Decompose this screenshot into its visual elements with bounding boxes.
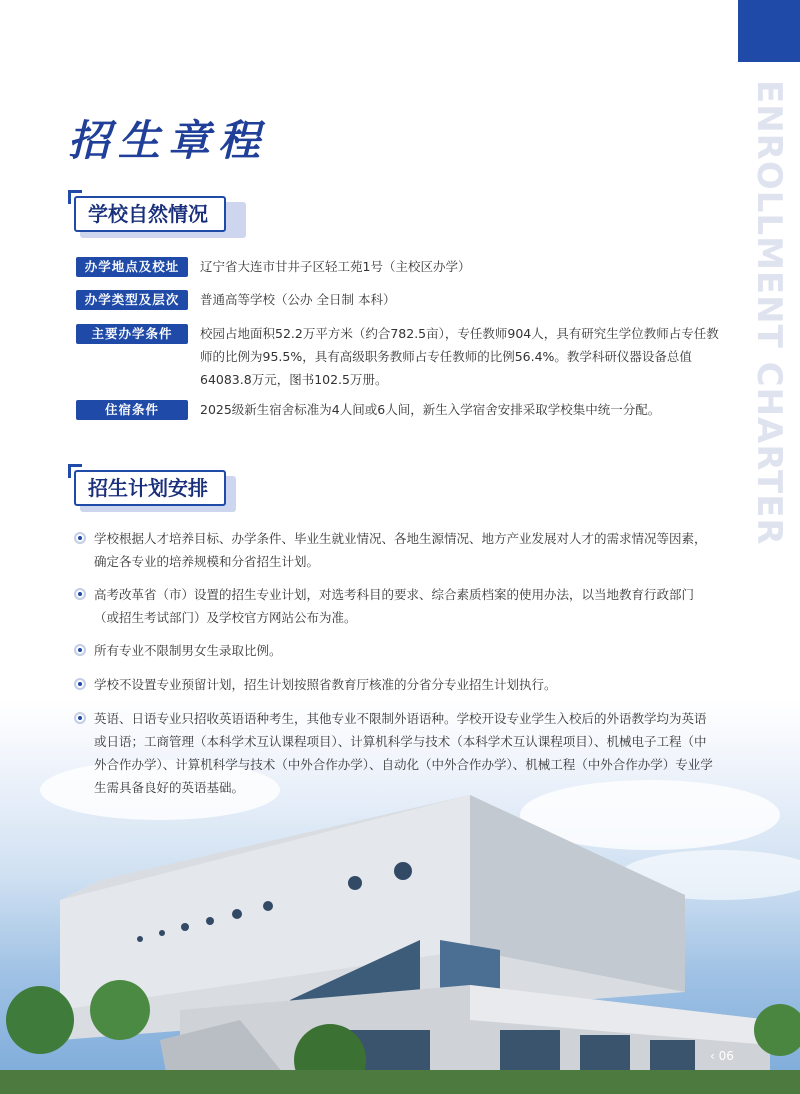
list-item-text: 高考改革省（市）设置的招生专业计划，对选考科目的要求、综合素质档案的使用办法，以当地教育行政部门（或招生考试部门）及学校官方网站公布为准。 [94,587,695,625]
info-label: 办学地点及校址 [76,257,188,277]
info-value: 普通高等学校（公办 全日制 本科） [200,292,396,307]
info-value: 辽宁省大连市甘井子区轻工苑1号（主校区办学） [200,259,471,274]
list-item-text: 学校根据人才培养目标、办学条件、毕业生就业情况、各地生源情况、地方产业发展对人才的需求情况等因素，确定各专业的培养规模和分省招生计划。 [94,531,707,569]
section-heading-label: 招生计划安排 [74,470,226,506]
info-value: 2025级新生宿舍标准为4人间或6人间，新生入学宿舍安排采取学校集中统一分配。 [200,402,661,417]
side-title: ENROLLMENT CHARTER [749,80,789,546]
bullet-dot-icon [74,532,86,544]
chevron-left-icon: ‹ [710,1049,719,1063]
corner-accent-block [738,0,800,62]
list-item-text: 英语、日语专业只招收英语语种考生，其他专业不限制外语语种。学校开设专业学生入校后的外语教学均为英语或日语；工商管理（本科学术互认课程项目）、计算机科学与技术（本科学术互认课程项目）、机械电子工程（中外合作办学）、计算机科学与技术（中外合作办学）、自动化（中外合作办学）、机械工程（中外合作办学）专业学生需具备良好的英语基础。 [94,711,713,795]
bullet-dot-icon [74,712,86,724]
list-item-text: 所有专业不限制男女生录取比例。 [94,643,282,658]
bullet-dot-icon [74,588,86,600]
info-label: 住宿条件 [76,400,188,420]
info-label: 办学类型及层次 [76,290,188,310]
bullet-dot-icon [74,678,86,690]
list-item-text: 学校不设置专业预留计划，招生计划按照省教育厅核准的分省分专业招生计划执行。 [94,677,557,692]
page-number-value: 06 [718,1049,734,1063]
page-number [710,1049,734,1063]
section-heading-enrollment-plan [68,464,228,508]
info-label: 主要办学条件 [76,324,188,344]
bullet-dot-icon [74,644,86,656]
section-heading-label: 学校自然情况 [74,196,226,232]
info-value: 校园占地面积52.2万平方米（约合782.5亩），专任教师904人，具有研究生学位教师占专任教师的比例为95.5%，具有高级职务教师占专任教师的比例56.4%。教学科研仪器设备总值64083.8万元，图书102.5万册。 [200,326,719,387]
page-title: 招生章程 [68,116,269,165]
section-heading-school-info [68,190,238,234]
